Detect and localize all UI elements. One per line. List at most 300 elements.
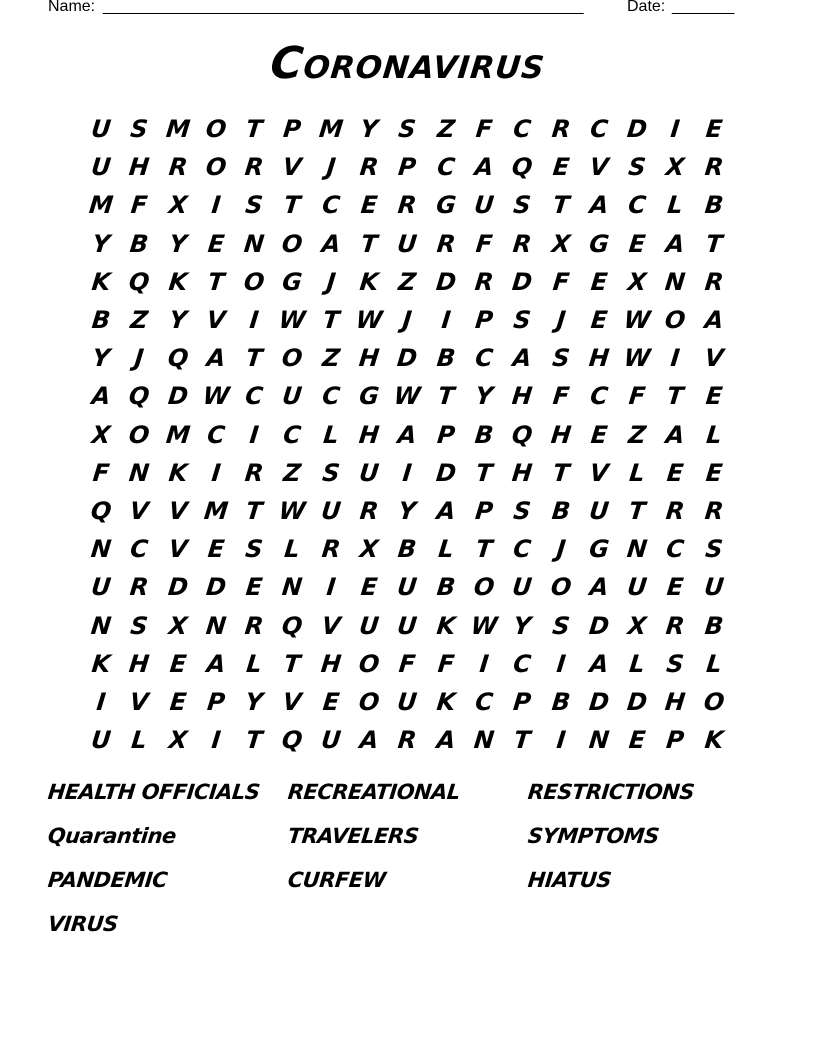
grid-letter[interactable]: R (396, 726, 419, 755)
grid-letter[interactable]: R (243, 458, 266, 487)
grid-letter[interactable]: X (167, 611, 189, 640)
grid-letter[interactable]: K (90, 267, 112, 296)
grid-letter[interactable]: S (550, 611, 571, 640)
grid-letter[interactable]: U (396, 229, 419, 258)
grid-letter[interactable]: Y (512, 611, 533, 640)
grid-letter[interactable]: Q (280, 611, 305, 640)
grid-letter[interactable]: Z (320, 344, 342, 373)
grid-letter[interactable]: M (164, 115, 192, 144)
grid-letter[interactable]: T (244, 726, 264, 755)
grid-letter[interactable]: F (129, 191, 150, 220)
grid-letter[interactable]: Y (397, 496, 418, 525)
grid-letter[interactable]: R (664, 496, 687, 525)
grid-letter[interactable]: E (206, 535, 226, 564)
grid-letter[interactable]: A (205, 344, 227, 373)
grid-letter[interactable]: D (625, 115, 649, 144)
grid-letter[interactable]: E (704, 382, 724, 411)
grid-letter[interactable]: U (89, 115, 113, 144)
grid-letter[interactable]: U (281, 382, 304, 411)
grid-letter[interactable]: U (396, 611, 419, 640)
grid-letter[interactable]: W (469, 611, 499, 640)
grid-row (82, 339, 742, 377)
grid-letter[interactable]: D (204, 573, 228, 602)
grid-letter[interactable]: B (550, 687, 572, 716)
grid-letter[interactable]: H (510, 382, 534, 411)
grid-letter[interactable]: B (473, 420, 495, 449)
grid-letter[interactable]: N (664, 267, 688, 296)
grid-letter[interactable]: E (704, 115, 724, 144)
grid-letter[interactable]: D (625, 687, 649, 716)
grid-letter[interactable]: L (283, 535, 302, 564)
grid-letter[interactable]: O (280, 229, 305, 258)
grid-letter[interactable]: C (129, 535, 150, 564)
grid-letter[interactable]: O (204, 115, 228, 144)
grid-letter[interactable]: T (474, 458, 494, 487)
grid-letter[interactable]: E (244, 573, 265, 602)
grid-letter[interactable]: O (357, 687, 381, 716)
grid-letter[interactable]: Y (359, 115, 380, 144)
grid-letter[interactable]: Z (282, 458, 303, 487)
grid-letter[interactable]: B (128, 229, 151, 258)
grid-letter[interactable]: A (703, 306, 725, 335)
grid-letter[interactable]: B (435, 573, 457, 602)
grid-letter[interactable]: U (89, 726, 113, 755)
grid-letter[interactable]: U (396, 573, 419, 602)
grid-letter[interactable]: H (664, 687, 688, 716)
name-label: Name: (48, 0, 96, 15)
grid-letter[interactable]: X (167, 726, 189, 755)
grid-letter[interactable]: L (704, 420, 724, 449)
grid-letter[interactable]: T (282, 191, 303, 220)
grid-letter[interactable]: E (589, 306, 609, 335)
grid-letter[interactable]: V (320, 611, 342, 640)
grid-letter[interactable]: A (588, 649, 610, 678)
grid-letter[interactable]: Z (627, 420, 648, 449)
grid-letter[interactable]: N (587, 726, 611, 755)
grid-letter[interactable]: X (626, 267, 649, 296)
grid-letter[interactable]: I (95, 687, 108, 716)
grid-letter[interactable]: N (242, 229, 266, 258)
grid-letter[interactable]: W (354, 306, 384, 335)
grid-letter[interactable]: A (588, 573, 610, 602)
grid-letter[interactable]: F (551, 267, 571, 296)
grid-letter[interactable]: R (473, 267, 495, 296)
grid-letter[interactable]: E (359, 573, 379, 602)
grid-letter[interactable]: Y (244, 687, 265, 716)
grid-letter[interactable]: Q (510, 420, 535, 449)
grid-letter[interactable]: R (435, 229, 457, 258)
grid-letter[interactable]: P (282, 115, 303, 144)
grid-letter[interactable]: V (205, 306, 227, 335)
grid-letter[interactable]: K (703, 726, 725, 755)
grid-letter[interactable]: Y (167, 306, 188, 335)
grid-letter[interactable]: D (434, 458, 458, 487)
grid-letter[interactable]: P (435, 420, 457, 449)
grid-letter[interactable]: S (627, 153, 648, 182)
grid-letter[interactable]: C (320, 382, 342, 411)
grid-letter[interactable]: C (512, 115, 533, 144)
grid-letter[interactable]: Q (89, 496, 113, 525)
grid-letter[interactable]: A (90, 382, 112, 411)
grid-letter[interactable]: R (243, 153, 266, 182)
grid-letter[interactable]: D (396, 344, 419, 373)
grid-letter[interactable]: E (665, 458, 686, 487)
grid-letter[interactable]: K (90, 649, 112, 678)
grid-letter[interactable]: T (244, 115, 264, 144)
grid-letter[interactable]: J (554, 535, 567, 564)
grid-letter[interactable]: I (439, 306, 452, 335)
grid-letter[interactable]: U (587, 496, 611, 525)
word-bank-item: PANDEMIC (46, 868, 169, 892)
grid-letter[interactable]: H (549, 420, 573, 449)
grid-letter[interactable]: C (588, 115, 610, 144)
grid-letter[interactable]: F (474, 115, 494, 144)
grid-letter[interactable]: W (622, 306, 653, 335)
grid-letter[interactable]: X (167, 191, 189, 220)
grid-letter[interactable]: Y (90, 344, 112, 373)
grid-letter[interactable]: H (127, 153, 151, 182)
grid-letter[interactable]: T (359, 229, 379, 258)
grid-letter[interactable]: H (319, 649, 343, 678)
grid-letter[interactable]: F (436, 649, 456, 678)
date-field[interactable]: _______ (672, 0, 735, 15)
grid-letter[interactable]: X (90, 420, 112, 449)
grid-letter[interactable]: O (549, 573, 573, 602)
grid-letter[interactable]: O (242, 267, 267, 296)
grid-letter[interactable]: E (627, 726, 647, 755)
grid-letter[interactable]: C (205, 420, 227, 449)
grid-letter[interactable]: I (248, 420, 261, 449)
grid-letter[interactable]: E (589, 267, 609, 296)
grid-letter[interactable]: J (554, 306, 567, 335)
grid-letter[interactable]: T (665, 382, 686, 411)
grid-letter[interactable]: R (549, 115, 572, 144)
grid-letter[interactable]: E (168, 687, 188, 716)
grid-letter[interactable]: E (627, 229, 647, 258)
grid-letter[interactable]: N (625, 535, 649, 564)
grid-letter[interactable]: C (512, 535, 533, 564)
grid-letter[interactable]: H (357, 420, 381, 449)
grid-letter[interactable]: S (129, 115, 150, 144)
grid-row (82, 721, 742, 759)
grid-letter[interactable]: Q (280, 726, 305, 755)
grid-letter[interactable]: J (133, 344, 146, 373)
grid-letter[interactable]: C (512, 649, 533, 678)
grid-letter[interactable]: I (210, 191, 222, 220)
grid-letter[interactable]: L (245, 649, 264, 678)
grid-letter[interactable]: U (511, 573, 534, 602)
grid-letter[interactable]: O (204, 153, 228, 182)
grid-letter[interactable]: D (166, 573, 190, 602)
grid-letter[interactable]: I (554, 649, 567, 678)
grid-letter[interactable]: P (473, 496, 495, 525)
grid-letter[interactable]: E (551, 153, 571, 182)
grid-letter[interactable]: X (549, 229, 572, 258)
grid-letter[interactable]: Z (129, 306, 150, 335)
grid-letter[interactable]: F (474, 229, 494, 258)
grid-letter[interactable]: H (357, 344, 381, 373)
grid-letter[interactable]: A (358, 726, 380, 755)
grid-letter[interactable]: Q (127, 382, 152, 411)
grid-letter[interactable]: R (243, 611, 266, 640)
grid-letter[interactable]: F (397, 649, 418, 678)
grid-letter[interactable]: W (277, 496, 308, 525)
grid-letter[interactable]: G (357, 382, 381, 411)
grid-letter[interactable]: K (435, 611, 457, 640)
grid-letter[interactable]: N (89, 535, 113, 564)
grid-letter[interactable]: T (551, 458, 571, 487)
grid-letter[interactable]: W (622, 344, 653, 373)
grid-letter[interactable]: E (359, 191, 379, 220)
grid-letter[interactable]: M (87, 191, 115, 220)
grid-letter[interactable]: I (210, 458, 222, 487)
grid-letter[interactable]: V (703, 344, 725, 373)
grid-letter[interactable]: S (320, 458, 342, 487)
grid-letter[interactable]: U (89, 573, 113, 602)
grid-letter[interactable]: S (512, 306, 533, 335)
grid-letter[interactable]: U (357, 458, 381, 487)
grid-letter[interactable]: V (128, 496, 151, 525)
grid-letter[interactable]: P (205, 687, 227, 716)
grid-letter[interactable]: B (703, 611, 725, 640)
grid-letter[interactable]: R (664, 611, 687, 640)
grid-letter[interactable]: A (205, 649, 227, 678)
grid-letter[interactable]: E (589, 420, 609, 449)
grid-letter[interactable]: A (511, 344, 534, 373)
grid-letter[interactable]: K (435, 687, 457, 716)
grid-letter[interactable]: X (626, 611, 649, 640)
grid-letter[interactable]: S (703, 535, 725, 564)
grid-letter[interactable]: B (90, 306, 112, 335)
grid-letter[interactable]: C (473, 344, 495, 373)
grid-letter[interactable]: V (588, 458, 610, 487)
grid-letter[interactable]: A (435, 726, 457, 755)
grid-letter[interactable]: B (396, 535, 419, 564)
grid-letter[interactable]: V (588, 153, 610, 182)
grid-letter[interactable]: W (201, 382, 231, 411)
grid-letter[interactable]: T (244, 496, 264, 525)
grid-letter[interactable]: M (164, 420, 192, 449)
grid-letter[interactable]: B (550, 496, 572, 525)
grid-letter[interactable]: Z (397, 267, 418, 296)
grid-letter[interactable]: L (321, 420, 341, 449)
grid-letter[interactable]: U (396, 687, 419, 716)
grid-letter[interactable]: C (473, 687, 495, 716)
grid-letter[interactable]: G (434, 191, 458, 220)
grid-letter[interactable]: T (282, 649, 303, 678)
grid-letter[interactable]: R (703, 153, 725, 182)
grid-letter[interactable]: Z (435, 115, 456, 144)
grid-letter[interactable]: F (627, 382, 647, 411)
grid-letter[interactable]: R (358, 496, 380, 525)
grid-letter[interactable]: S (512, 191, 533, 220)
grid-letter[interactable]: L (628, 458, 647, 487)
grid-letter[interactable]: G (587, 229, 611, 258)
grid-letter[interactable]: I (324, 573, 337, 602)
grid-letter[interactable]: L (628, 649, 647, 678)
grid-letter[interactable]: L (666, 191, 685, 220)
grid-letter[interactable]: G (281, 267, 304, 296)
grid-letter[interactable]: T (627, 496, 647, 525)
word-bank-item: TRAVELERS (286, 824, 420, 848)
grid-letter[interactable]: W (392, 382, 423, 411)
grid-letter[interactable]: C (244, 382, 265, 411)
grid-letter[interactable]: B (435, 344, 457, 373)
grid-letter[interactable]: U (702, 573, 726, 602)
grid-letter[interactable]: U (89, 153, 113, 182)
grid-letter[interactable]: N (204, 611, 228, 640)
grid-letter[interactable]: J (401, 306, 414, 335)
grid-letter[interactable]: Q (166, 344, 190, 373)
grid-letter[interactable]: C (320, 191, 342, 220)
grid-letter[interactable]: S (397, 115, 418, 144)
grid-letter[interactable]: I (248, 306, 261, 335)
word-bank-item: SYMPTOMS (526, 824, 661, 848)
grid-letter[interactable]: D (434, 267, 458, 296)
grid-letter[interactable]: R (320, 535, 342, 564)
grid-letter[interactable]: J (324, 153, 337, 182)
grid-letter[interactable]: S (512, 496, 533, 525)
grid-letter[interactable]: E (206, 229, 226, 258)
grid-letter[interactable]: C (665, 535, 686, 564)
grid-letter[interactable]: D (587, 611, 611, 640)
grid-letter[interactable]: O (357, 649, 381, 678)
grid-letter[interactable]: F (551, 382, 571, 411)
grid-letter[interactable]: E (665, 573, 686, 602)
header (48, 0, 748, 22)
grid-letter[interactable]: S (244, 191, 265, 220)
grid-letter[interactable]: X (664, 153, 687, 182)
grid-letter[interactable]: A (435, 496, 457, 525)
grid-letter[interactable]: K (166, 267, 189, 296)
grid-letter[interactable]: A (664, 229, 687, 258)
grid-row (82, 454, 742, 492)
grid-letter[interactable]: I (210, 726, 222, 755)
grid-letter[interactable]: C (435, 153, 457, 182)
grid-letter[interactable]: L (130, 726, 149, 755)
grid-letter[interactable]: N (89, 611, 113, 640)
grid-letter[interactable]: T (474, 535, 494, 564)
grid-letter[interactable]: A (588, 191, 610, 220)
grid-letter[interactable]: T (704, 229, 724, 258)
grid-letter[interactable]: P (665, 726, 686, 755)
grid-letter[interactable]: R (358, 153, 380, 182)
grid-letter[interactable]: T (551, 191, 571, 220)
grid-letter[interactable]: N (472, 726, 496, 755)
grid-letter[interactable]: S (129, 611, 150, 640)
grid-letter[interactable]: P (512, 687, 533, 716)
grid-letter[interactable]: I (669, 344, 682, 373)
grid-letter[interactable]: R (511, 229, 534, 258)
grid-letter[interactable]: Q (510, 153, 535, 182)
grid-letter[interactable]: H (510, 458, 534, 487)
grid-letter[interactable]: V (166, 496, 189, 525)
grid-letter[interactable]: D (587, 687, 611, 716)
grid-letter[interactable]: A (396, 420, 419, 449)
grid-letter[interactable]: E (321, 687, 341, 716)
grid-letter[interactable]: L (704, 649, 724, 678)
grid-letter[interactable]: V (128, 687, 151, 716)
grid-row (82, 377, 742, 415)
grid-letter[interactable]: O (472, 573, 496, 602)
name-field[interactable]: ______________________________________________________ (103, 0, 584, 15)
grid-letter[interactable]: W (277, 306, 308, 335)
grid-letter[interactable]: A (473, 153, 495, 182)
grid-letter[interactable]: X (358, 535, 380, 564)
grid-letter[interactable]: D (510, 267, 534, 296)
grid-letter[interactable]: Y (167, 229, 188, 258)
grid-letter[interactable]: S (550, 344, 571, 373)
grid-letter[interactable]: Y (473, 382, 495, 411)
grid-letter[interactable]: T (206, 267, 226, 296)
grid-letter[interactable]: R (396, 191, 419, 220)
grid-letter[interactable]: A (664, 420, 687, 449)
grid-letter[interactable]: A (320, 229, 342, 258)
grid-letter[interactable]: I (401, 458, 414, 487)
grid-letter[interactable]: O (702, 687, 726, 716)
grid-letter[interactable]: E (704, 458, 724, 487)
grid-letter[interactable]: P (397, 153, 418, 182)
grid-letter[interactable]: I (478, 649, 491, 678)
grid-letter[interactable]: U (472, 191, 496, 220)
grid-letter[interactable]: U (319, 496, 343, 525)
grid-letter[interactable]: P (473, 306, 495, 335)
grid-letter[interactable]: C (588, 382, 610, 411)
grid-letter[interactable]: C (627, 191, 648, 220)
grid-letter[interactable]: U (626, 573, 649, 602)
grid-letter[interactable]: R (128, 573, 151, 602)
grid-letter[interactable]: E (168, 649, 188, 678)
grid-letter[interactable]: F (91, 458, 111, 487)
grid-letter[interactable]: C (282, 420, 303, 449)
grid-letter[interactable]: I (554, 726, 567, 755)
grid-letter[interactable]: I (669, 115, 682, 144)
grid-letter[interactable]: H (127, 649, 151, 678)
grid-letter[interactable]: O (127, 420, 152, 449)
grid-letter[interactable]: U (319, 726, 343, 755)
grid-letter[interactable]: O (663, 306, 688, 335)
grid-letter[interactable]: M (317, 115, 345, 144)
grid-letter[interactable]: T (436, 382, 456, 411)
grid-letter[interactable]: T (512, 726, 533, 755)
grid-letter[interactable]: T (321, 306, 341, 335)
grid-letter[interactable]: S (244, 535, 265, 564)
grid-letter[interactable]: L (436, 535, 455, 564)
grid-letter[interactable]: T (244, 344, 264, 373)
grid-letter[interactable]: V (281, 687, 304, 716)
grid-letter[interactable]: N (127, 458, 151, 487)
grid-letter[interactable]: Y (90, 229, 112, 258)
grid-letter[interactable]: D (166, 382, 190, 411)
grid-letter[interactable]: G (587, 535, 611, 564)
grid-letter[interactable]: O (280, 344, 305, 373)
grid-letter[interactable]: K (358, 267, 381, 296)
grid-letter[interactable]: H (587, 344, 611, 373)
grid-letter[interactable]: V (166, 535, 189, 564)
grid-letter[interactable]: B (703, 191, 725, 220)
grid-letter[interactable]: K (166, 458, 189, 487)
grid-letter[interactable]: J (324, 267, 337, 296)
grid-letter[interactable]: R (703, 496, 725, 525)
grid-letter[interactable]: R (703, 267, 725, 296)
grid-letter[interactable]: S (665, 649, 686, 678)
grid-letter[interactable]: R (167, 153, 189, 182)
grid-letter[interactable]: N (281, 573, 305, 602)
grid-letter[interactable]: U (357, 611, 381, 640)
grid-letter[interactable]: V (281, 153, 304, 182)
grid-letter[interactable]: Q (127, 267, 152, 296)
grid-letter[interactable]: M (202, 496, 230, 525)
